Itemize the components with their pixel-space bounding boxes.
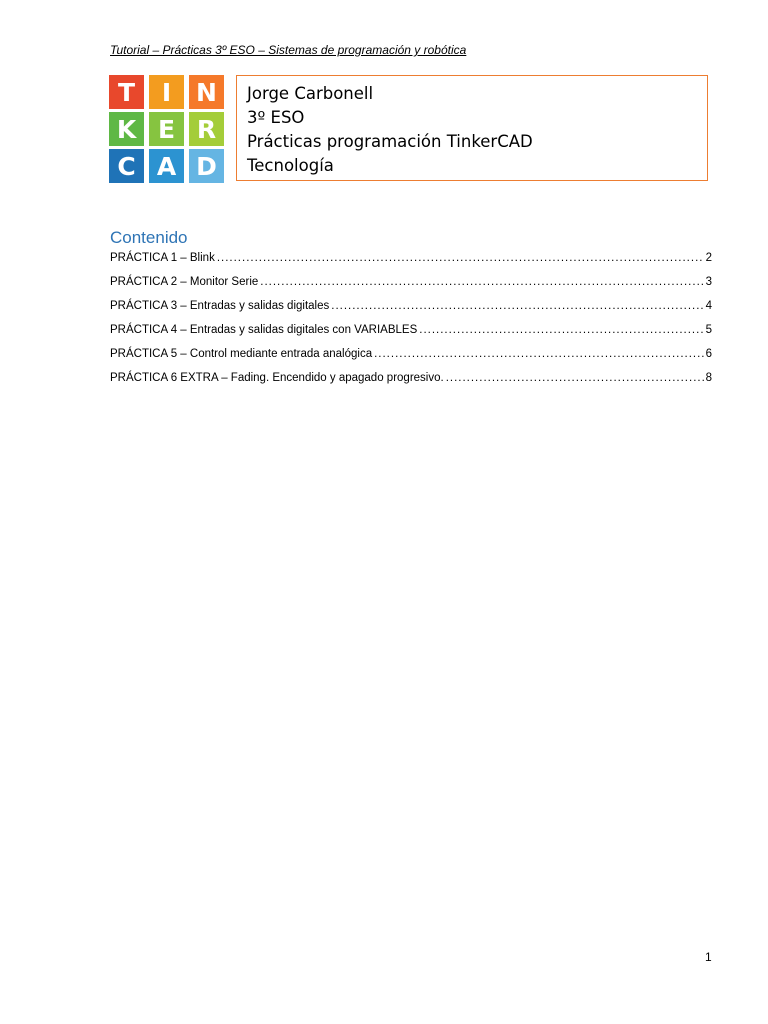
- author-name: Jorge Carbonell: [247, 84, 374, 103]
- logo-tile: I: [149, 75, 184, 109]
- logo-tile: E: [149, 112, 184, 146]
- subject-name: Tecnología: [247, 156, 334, 175]
- page-number: 1: [705, 950, 712, 964]
- page-header: Tutorial – Prácticas 3º ESO – Sistemas de programación y robótica: [110, 43, 467, 57]
- toc-entry-label: PRÁCTICA 5 – Control mediante entrada analógica: [110, 348, 373, 360]
- toc-entry-page: 4: [705, 300, 712, 312]
- toc-entry[interactable]: [110, 324, 712, 348]
- toc-entry[interactable]: [110, 372, 712, 396]
- toc-entry[interactable]: [110, 252, 712, 276]
- toc-entry-page: 5: [705, 324, 712, 336]
- toc-dot-leader: [260, 276, 703, 288]
- toc-dot-leader: [374, 348, 704, 360]
- logo-tile: T: [109, 75, 144, 109]
- toc-dot-leader: [446, 372, 704, 384]
- document-title: Prácticas programación TinkerCAD: [247, 132, 533, 151]
- toc-entry-page: 2: [705, 252, 712, 264]
- logo-tile: K: [109, 112, 144, 146]
- toc-entry-page: 8: [705, 372, 712, 384]
- toc-entry[interactable]: [110, 348, 712, 372]
- tinkercad-logo: [109, 75, 224, 183]
- toc-entry-label: PRÁCTICA 6 EXTRA – Fading. Encendido y apagado progresivo.: [110, 372, 444, 384]
- course-level: 3º ESO: [247, 108, 305, 127]
- toc-title: Contenido: [110, 228, 188, 247]
- toc-dot-leader: [419, 324, 703, 336]
- logo-tile: A: [149, 149, 184, 183]
- toc-entry[interactable]: [110, 300, 712, 324]
- toc-entry-label: PRÁCTICA 3 – Entradas y salidas digitales: [110, 300, 330, 312]
- logo-tile: R: [189, 112, 224, 146]
- toc-entry-label: PRÁCTICA 2 – Monitor Serie: [110, 276, 259, 288]
- toc-entry-label: PRÁCTICA 4 – Entradas y salidas digitales con VARIABLES: [110, 324, 418, 336]
- toc-entry-page: 6: [705, 348, 712, 360]
- toc-dot-leader: [331, 300, 703, 312]
- table-of-contents: [110, 252, 712, 396]
- toc-entry[interactable]: [110, 276, 712, 300]
- logo-tile: N: [189, 75, 224, 109]
- author-info-box: [236, 75, 708, 181]
- toc-entry-page: 3: [705, 276, 712, 288]
- logo-tile: C: [109, 149, 144, 183]
- toc-dot-leader: [217, 252, 704, 264]
- toc-entry-label: PRÁCTICA 1 – Blink: [110, 252, 215, 264]
- logo-tile: D: [189, 149, 224, 183]
